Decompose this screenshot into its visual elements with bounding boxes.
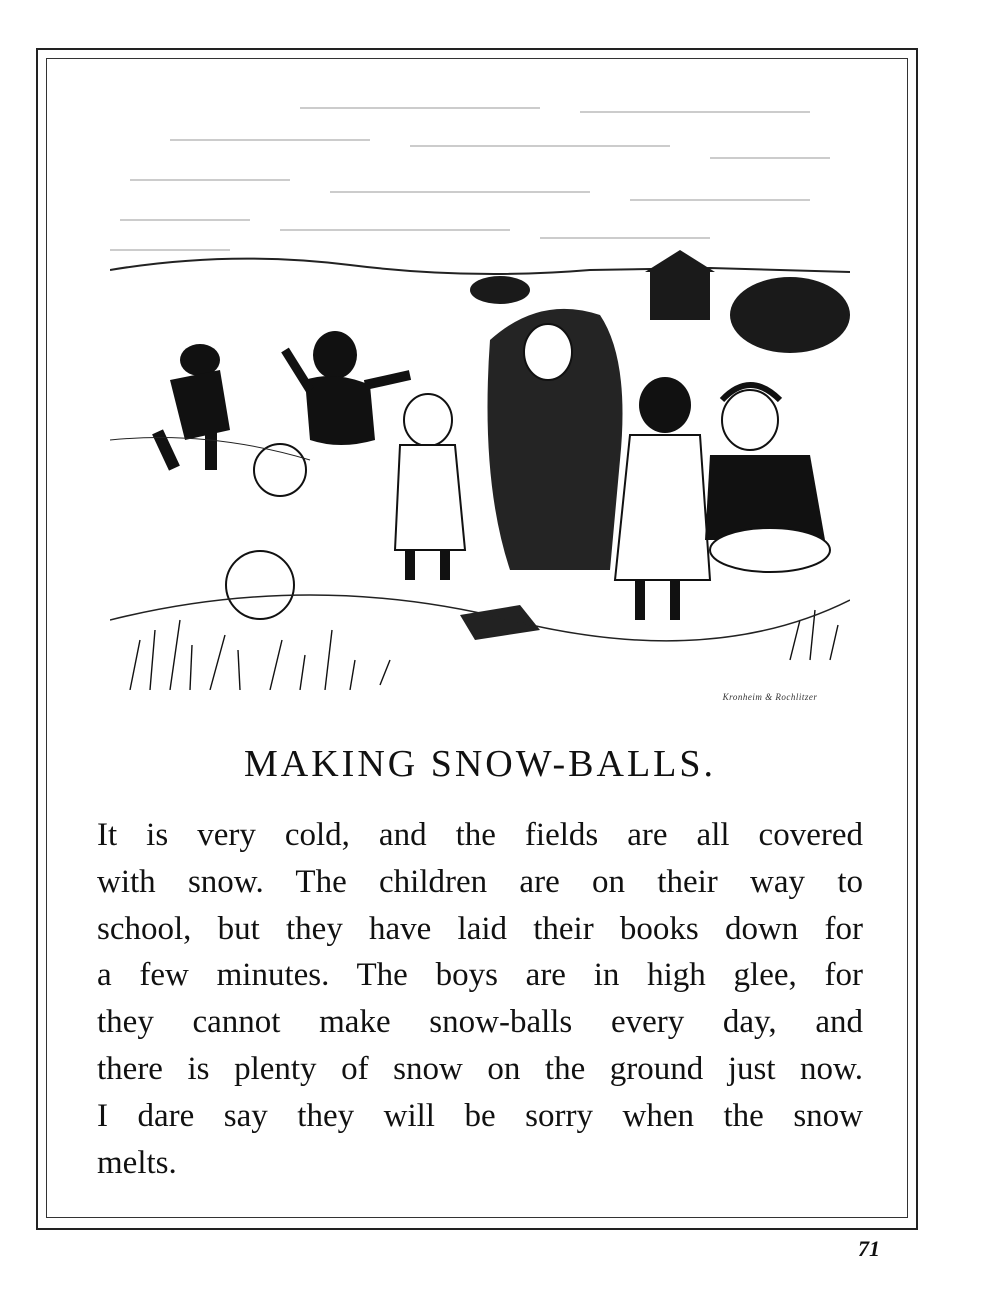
snowball-illustration — [110, 100, 850, 690]
body-line: It is very cold, and the fields are all covered — [97, 817, 863, 853]
body-line: melts. — [97, 1144, 177, 1181]
page-number: 71 — [858, 1236, 880, 1261]
body-line: school, but they have laid their books down for — [97, 910, 863, 947]
page-title: MAKING SNOW-BALLS. — [244, 743, 716, 785]
body-line: there is plenty of snow on the ground just now. — [97, 1050, 863, 1087]
body-line: a few minutes. The boys are in high glee, for — [97, 957, 863, 994]
body-line: they cannot make snow-balls every day, and — [97, 1004, 863, 1041]
body-line: I dare say they will be sorry when the snow — [97, 1097, 863, 1134]
body-paragraph — [97, 812, 863, 1186]
body-line: with snow. The children are on their way to — [97, 863, 863, 900]
engraver-credit: Kronheim & Rochlitzer — [722, 692, 818, 702]
